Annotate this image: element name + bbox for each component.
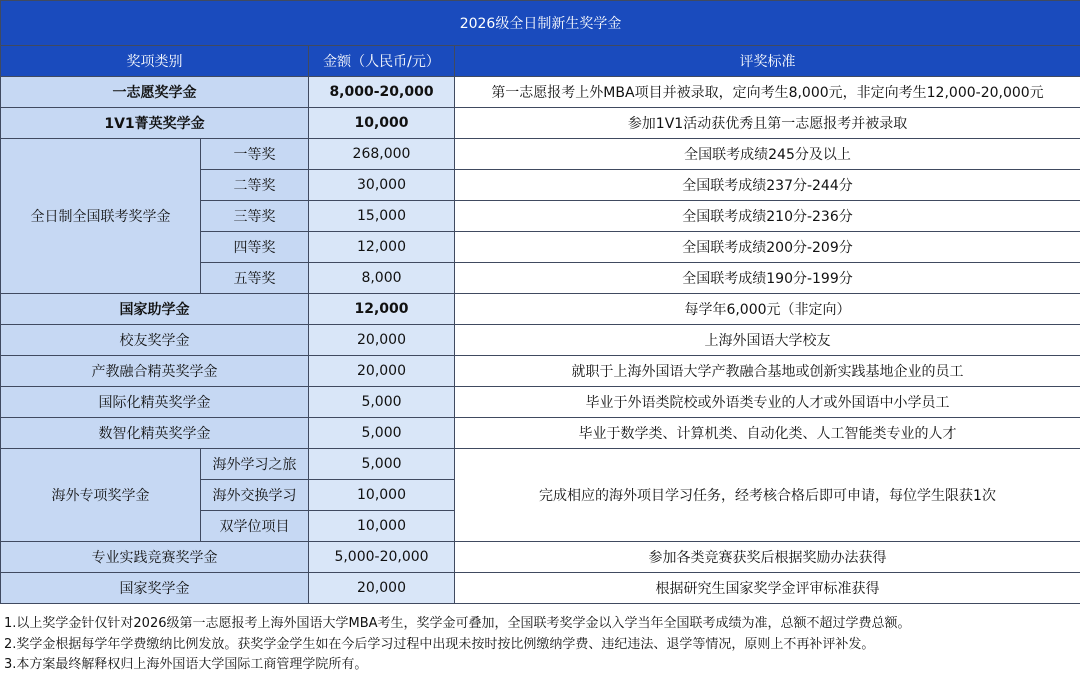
row-criteria: 第一志愿报考上外MBA项目并被录取，定向考生8,000元，非定向考生12,000-20,000元 (455, 77, 1080, 108)
row-category: 一志愿奖学金 (1, 77, 309, 108)
row-criteria: 参加各类竞赛获奖后根据奖励办法获得 (455, 542, 1080, 573)
table-row (1, 387, 1080, 418)
table-row (1, 325, 1080, 356)
table-row (1, 542, 1080, 573)
table-row (1, 418, 1080, 449)
group-category: 全日制全国联考奖学金 (1, 139, 201, 294)
row-category: 国家助学金 (1, 294, 309, 325)
row-subcategory: 三等奖 (201, 201, 309, 232)
row-category: 产教融合精英奖学金 (1, 356, 309, 387)
footnote-2: 2.奖学金根据每学年学费缴纳比例发放。获奖学金学生如在今后学习过程中出现未按时按比例缴纳学费、违纪违法、退学等情况，原则上不再补评补发。 (4, 636, 875, 652)
header-category: 奖项类别 (1, 46, 309, 77)
row-criteria: 全国联考成绩245分及以上 (455, 139, 1080, 170)
row-amount: 10,000 (309, 108, 455, 139)
row-criteria: 毕业于外语类院校或外语类专业的人才或外国语中小学员工 (455, 387, 1080, 418)
row-subcategory: 海外学习之旅 (201, 449, 309, 480)
row-criteria: 上海外国语大学校友 (455, 325, 1080, 356)
row-amount: 12,000 (309, 232, 455, 263)
row-category: 国家奖学金 (1, 573, 309, 604)
footnote-3: 3.本方案最终解释权归上海外国语大学国际工商管理学院所有。 (4, 657, 368, 672)
row-amount: 10,000 (309, 511, 455, 542)
row-amount: 5,000-20,000 (309, 542, 455, 573)
row-amount: 10,000 (309, 480, 455, 511)
table-row (1, 139, 1080, 170)
row-criteria: 全国联考成绩210分-236分 (455, 201, 1080, 232)
table-title: 2026级全日制新生奖学金 (1, 1, 1080, 46)
row-amount: 20,000 (309, 573, 455, 604)
row-amount: 5,000 (309, 449, 455, 480)
row-amount: 20,000 (309, 325, 455, 356)
footnotes (0, 614, 1080, 676)
group-criteria: 完成相应的海外项目学习任务，经考核合格后即可申请，每位学生限获1次 (455, 449, 1080, 542)
row-criteria: 毕业于数学类、计算机类、自动化类、人工智能类专业的人才 (455, 418, 1080, 449)
header-criteria: 评奖标准 (455, 46, 1080, 77)
row-category: 专业实践竞赛奖学金 (1, 542, 309, 573)
row-criteria: 全国联考成绩237分-244分 (455, 170, 1080, 201)
row-criteria: 参加1V1活动获优秀且第一志愿报考并被录取 (455, 108, 1080, 139)
header-row (1, 46, 1080, 77)
row-amount: 5,000 (309, 418, 455, 449)
header-amount: 金额（人民币/元） (309, 46, 455, 77)
row-subcategory: 海外交换学习 (201, 480, 309, 511)
row-category: 校友奖学金 (1, 325, 309, 356)
row-subcategory: 一等奖 (201, 139, 309, 170)
row-amount: 8,000 (309, 263, 455, 294)
row-amount: 20,000 (309, 356, 455, 387)
row-subcategory: 二等奖 (201, 170, 309, 201)
table-row (1, 77, 1080, 108)
row-criteria: 全国联考成绩190分-199分 (455, 263, 1080, 294)
row-category: 1V1菁英奖学金 (1, 108, 309, 139)
row-amount: 12,000 (309, 294, 455, 325)
row-amount: 15,000 (309, 201, 455, 232)
row-subcategory: 四等奖 (201, 232, 309, 263)
row-criteria: 根据研究生国家奖学金评审标准获得 (455, 573, 1080, 604)
row-amount: 268,000 (309, 139, 455, 170)
table-row (1, 356, 1080, 387)
group-category: 海外专项奖学金 (1, 449, 201, 542)
footnote-1: 1.以上奖学金针仅针对2026级第一志愿报考上海外国语大学MBA考生，奖学金可叠加，全国联考奖学金以入学当年全国联考成绩为准，总额不超过学费总额。 (4, 616, 911, 631)
table-row (1, 108, 1080, 139)
table-row (1, 294, 1080, 325)
row-amount: 5,000 (309, 387, 455, 418)
row-amount: 8,000-20,000 (309, 77, 455, 108)
row-criteria: 全国联考成绩200分-209分 (455, 232, 1080, 263)
row-category: 国际化精英奖学金 (1, 387, 309, 418)
row-subcategory: 五等奖 (201, 263, 309, 294)
title-row (1, 1, 1080, 46)
row-criteria: 每学年6,000元（非定向） (455, 294, 1080, 325)
row-amount: 30,000 (309, 170, 455, 201)
table-row (1, 573, 1080, 604)
row-subcategory: 双学位项目 (201, 511, 309, 542)
table-row (1, 449, 1080, 480)
row-criteria: 就职于上海外国语大学产教融合基地或创新实践基地企业的员工 (455, 356, 1080, 387)
row-category: 数智化精英奖学金 (1, 418, 309, 449)
